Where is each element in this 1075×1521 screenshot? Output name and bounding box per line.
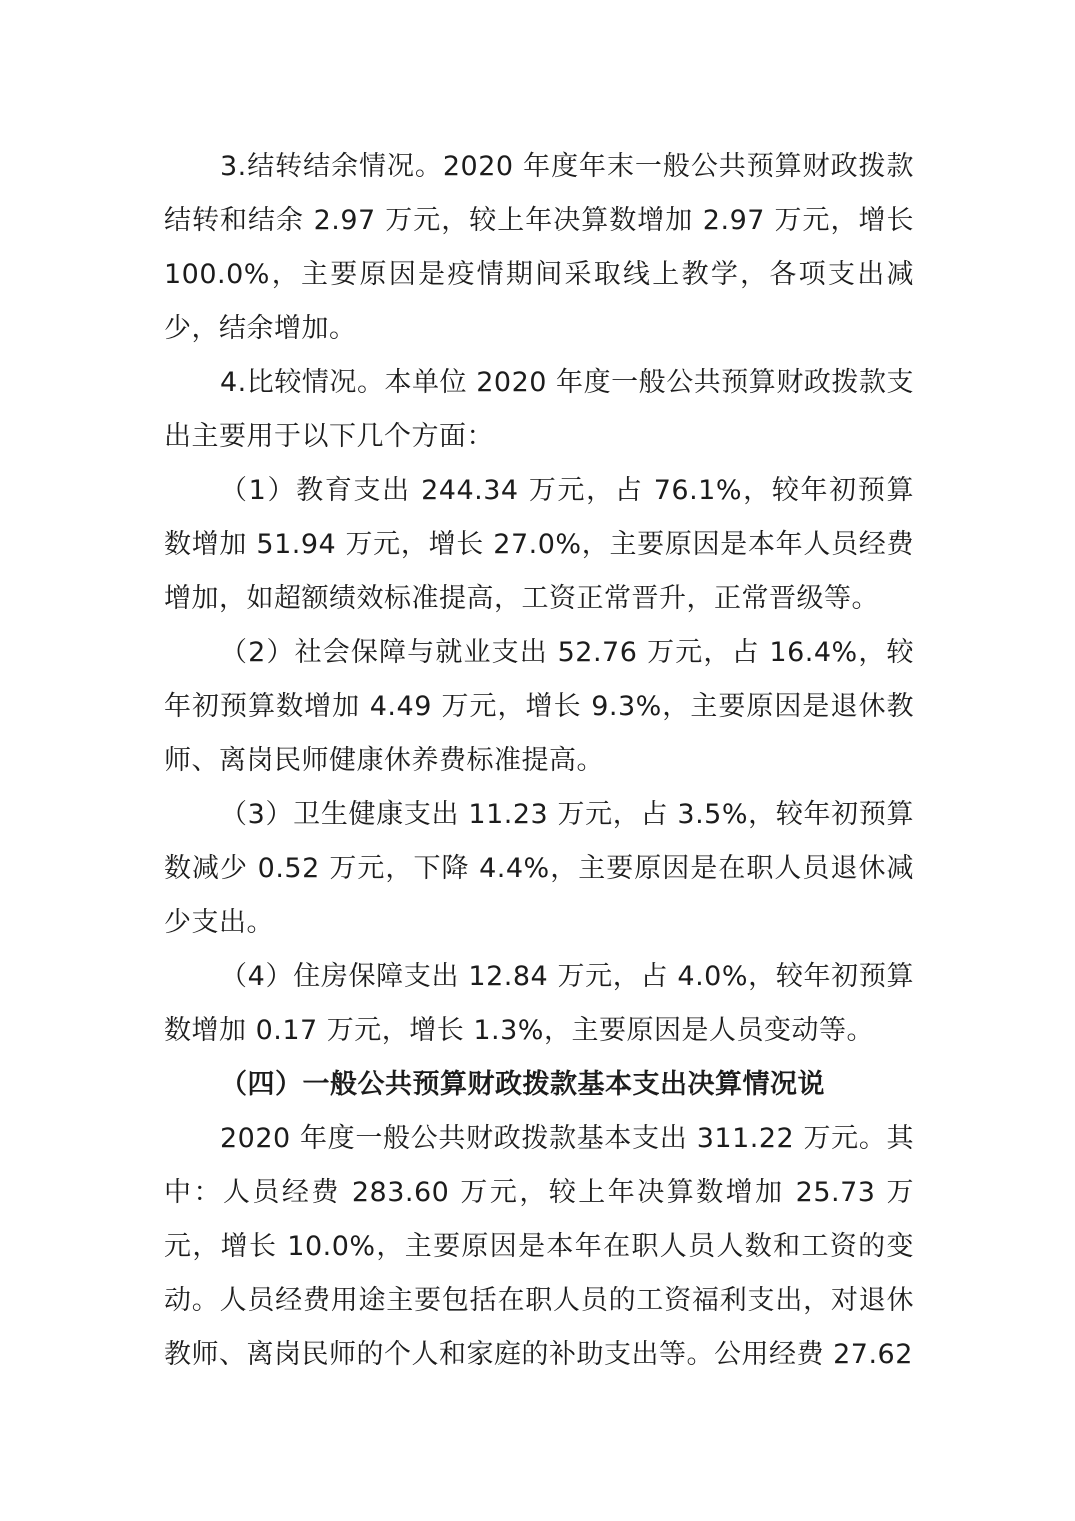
paragraph-health-expense: （3）卫生健康支出 11.23 万元，占 3.5%，较年初预算数减少 0.52 万元，下降 4.4%，主要原因是在职人员退休减少支出。 xyxy=(164,799,914,938)
paragraph-social-security-expense: （2）社会保障与就业支出 52.76 万元，占 16.4%，较年初预算数增加 4.49 万元，增长 9.3%，主要原因是退休教师、离岗民师健康休养费标准提高。 xyxy=(164,637,914,776)
document-page xyxy=(164,140,914,1382)
paragraph-comparison: 4.比较情况。本单位 2020 年度一般公共预算财政拨款支出主要用于以下几个方面： xyxy=(164,367,914,452)
paragraph-housing-expense: （4）住房保障支出 12.84 万元，占 4.0%，较年初预算数增加 0.17 万元，增长 1.3%，主要原因是人员变动等。 xyxy=(164,961,914,1046)
paragraph-basic-expenditure: 2020 年度一般公共财政拨款基本支出 311.22 万元。其中：人员经费 283.60 万元，较上年决算数增加 25.73 万元，增长 10.0%，主要原因是本年在职人员人数和工资的变动。人员经费用途主要包括在职人员的工资福利支出，对退休教师、离岗民师的个人和家庭的补助支出等。公用经费 27.62 xyxy=(164,1123,914,1370)
paragraph-education-expense: （1）教育支出 244.34 万元，占 76.1%，较年初预算数增加 51.94 万元，增长 27.0%，主要原因是本年人员经费增加，如超额绩效标准提高，工资正常晋升，正常晋级等。 xyxy=(164,475,914,614)
section-heading: （四）一般公共预算财政拨款基本支出决算情况说 xyxy=(220,1069,825,1100)
paragraph-carryover: 3.结转结余情况。2020 年度年末一般公共预算财政拨款结转和结余 2.97 万元，较上年决算数增加 2.97 万元，增长100.0%，主要原因是疫情期间采取线上教学，各项支出减少，结余增加。 xyxy=(164,151,914,344)
